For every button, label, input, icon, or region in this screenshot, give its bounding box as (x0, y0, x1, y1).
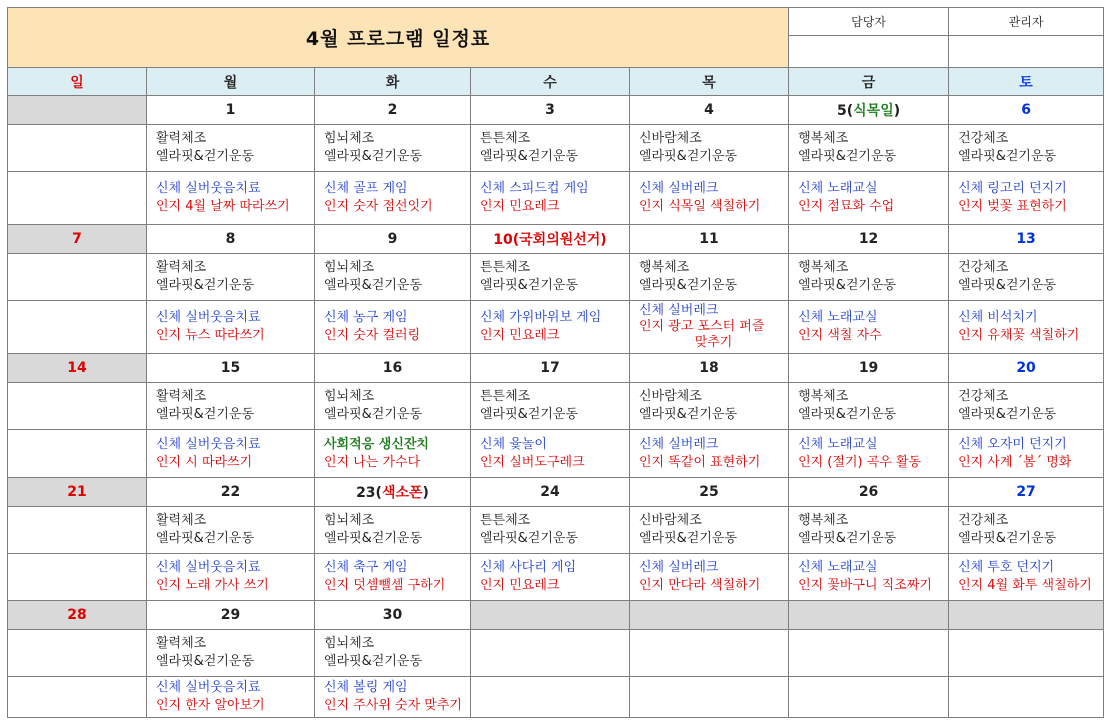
cognitive-activity: 인지 유채꽃 색칠하기 (958, 328, 1080, 343)
weekday-header: 월 (147, 68, 315, 96)
exercise-sub: 엘라핏&걷기운동 (639, 407, 738, 422)
body-activity: 신체 실버웃음치료 (156, 310, 261, 325)
weekday-header: 목 (630, 68, 789, 96)
exercise-name: 튼튼체조 (480, 513, 531, 528)
cognitive-activity: 인지 덧셈뺄셈 구하기 (324, 578, 446, 593)
program-cell (471, 677, 630, 718)
exercise-cell (8, 630, 147, 677)
exercise-name: 힘뇌체조 (324, 260, 375, 275)
program-cell (8, 172, 147, 225)
exercise-cell (8, 254, 147, 301)
exercise-row (8, 630, 1104, 677)
cognitive-activity: 인지 시 따라쓰기 (156, 454, 253, 470)
cognitive-activity: 인지 꽃바구니 직조짜기 (798, 578, 932, 593)
exercise-name: 튼튼체조 (480, 389, 531, 404)
date-cell (315, 354, 471, 383)
date-number: 20 (1016, 360, 1036, 376)
admin-sign-label: 관리자 (949, 8, 1104, 36)
date-cell (8, 225, 147, 254)
date-cell (630, 601, 789, 630)
exercise-cell (471, 125, 630, 172)
date-number: 16 (382, 360, 403, 376)
program-row (8, 172, 1104, 225)
date-cell (471, 96, 630, 125)
date-cell (949, 354, 1104, 383)
cognitive-activity: 인지 식목일 색칠하기 (639, 199, 761, 214)
date-cell (789, 225, 949, 254)
date-cell (949, 601, 1104, 630)
body-activity: 신체 노래교실 (798, 310, 878, 325)
program-row (8, 677, 1104, 718)
cognitive-activity: 인지 똑같이 표현하기 (639, 454, 761, 470)
body-activity: 신체 가위바위보 게임 (480, 310, 602, 325)
exercise-name: 활력체조 (156, 513, 207, 528)
exercise-cell (949, 630, 1104, 677)
body-activity: 신체 노래교실 (798, 436, 878, 452)
date-cell (630, 96, 789, 125)
date-cell (8, 354, 147, 383)
body-activity: 신체 실버레크 (639, 303, 719, 318)
program-cell (8, 430, 147, 478)
date-row (8, 354, 1104, 383)
exercise-sub: 엘라핏&걷기운동 (156, 407, 255, 422)
cognitive-activity: 인지 벚꽃 표현하기 (958, 199, 1067, 214)
exercise-cell (949, 125, 1104, 172)
exercise-cell (789, 630, 949, 677)
date-number: 14 (67, 360, 87, 376)
program-cell (471, 172, 630, 225)
program-cell (630, 430, 789, 478)
program-cell (471, 301, 630, 354)
date-paren: ) (422, 485, 429, 501)
exercise-sub: 엘라핏&걷기운동 (324, 149, 423, 164)
page-title: 4월 프로그램 일정표 (8, 8, 789, 68)
exercise-cell (147, 507, 315, 554)
body-activity: 신체 골프 게임 (324, 181, 408, 196)
exercise-cell (315, 254, 471, 301)
exercise-sub: 엘라핏&걷기운동 (156, 149, 255, 164)
program-cell (789, 301, 949, 354)
date-number: 25 (699, 484, 719, 500)
exercise-name: 활력체조 (156, 636, 207, 651)
date-number: 13 (1016, 231, 1036, 247)
date-number: 15 (220, 360, 241, 376)
cognitive-activity: 인지 사계 ´봄´ 명화 (958, 454, 1072, 470)
exercise-name: 활력체조 (156, 260, 207, 275)
date-cell (8, 478, 147, 507)
exercise-name: 힘뇌체조 (324, 636, 375, 651)
program-cell (949, 301, 1104, 354)
schedule-table (7, 7, 1104, 718)
body-activity: 신체 실버웃음치료 (156, 436, 261, 452)
program-cell (147, 172, 315, 225)
date-paren: ) (893, 103, 901, 119)
exercise-sub: 엘라핏&걷기운동 (639, 278, 738, 293)
exercise-sub: 엘라핏&걷기운동 (798, 149, 897, 164)
program-row (8, 301, 1104, 354)
exercise-row (8, 125, 1104, 172)
program-cell (147, 430, 315, 478)
weekday-header: 토 (949, 68, 1104, 96)
exercise-cell (8, 125, 147, 172)
cognitive-activity: 인지 4월 화투 색칠하기 (958, 578, 1092, 593)
exercise-sub: 엘라핏&걷기운동 (958, 407, 1057, 422)
program-cell (789, 430, 949, 478)
cognitive-activity: 인지 색칠 자수 (798, 328, 882, 343)
date-number: 5( (837, 103, 854, 119)
program-cell (147, 677, 315, 718)
body-activity: 신체 스피드컵 게임 (480, 181, 589, 196)
holiday-label: 색소폰 (381, 485, 423, 501)
program-cell (630, 172, 789, 225)
program-row (8, 430, 1104, 478)
date-number: 17 (540, 360, 560, 376)
date-number: 21 (67, 484, 87, 500)
body-activity: 신체 농구 게임 (324, 310, 408, 325)
exercise-name: 튼튼체조 (480, 131, 531, 146)
exercise-cell (949, 254, 1104, 301)
body-activity: 신체 실버웃음치료 (156, 560, 261, 575)
exercise-cell (949, 507, 1104, 554)
manager-sign-box (789, 36, 949, 68)
body-activity: 신체 사다리 게임 (480, 560, 577, 575)
date-number: 26 (858, 484, 879, 500)
cognitive-activity: 인지 숫자 점선잇기 (324, 199, 433, 214)
exercise-name: 행복체조 (798, 131, 849, 146)
date-cell (949, 225, 1104, 254)
weekday-header: 화 (315, 68, 471, 96)
program-cell (789, 677, 949, 718)
date-number: 3 (545, 102, 555, 118)
exercise-cell (315, 630, 471, 677)
weekday-header: 일 (8, 68, 147, 96)
body-activity: 신체 실버레크 (639, 181, 719, 196)
body-activity: 신체 축구 게임 (324, 560, 408, 575)
exercise-name: 힘뇌체조 (324, 131, 375, 146)
date-cell (8, 96, 147, 125)
program-cell (315, 301, 471, 354)
exercise-row (8, 383, 1104, 430)
program-cell (630, 677, 789, 718)
date-number: 9 (387, 231, 398, 247)
exercise-cell (8, 383, 147, 430)
cognitive-activity: 인지 노래 가사 쓰기 (156, 578, 269, 593)
exercise-cell (471, 507, 630, 554)
body-activity: 신체 비석치기 (958, 310, 1038, 325)
exercise-name: 행복체조 (798, 389, 849, 404)
date-cell (315, 478, 471, 507)
date-number: 4 (704, 102, 714, 118)
exercise-sub: 엘라핏&걷기운동 (156, 278, 255, 293)
body-activity: 신체 볼링 게임 (324, 680, 408, 695)
date-cell (471, 225, 630, 254)
program-cell (315, 677, 471, 718)
cognitive-activity: 인지 4월 날짜 따라쓰기 (156, 199, 290, 214)
exercise-sub: 엘라핏&걷기운동 (480, 278, 579, 293)
exercise-sub: 엘라핏&걷기운동 (324, 407, 423, 422)
exercise-sub: 엘라핏&걷기운동 (639, 531, 738, 546)
date-number: 24 (540, 484, 560, 500)
date-number: 2 (387, 102, 398, 118)
exercise-row (8, 254, 1104, 301)
cognitive-activity: 인지 뉴스 따라쓰기 (156, 328, 265, 343)
cognitive-activity-cont: 맞추기 (694, 335, 733, 350)
exercise-name: 건강체조 (958, 260, 1009, 275)
body-activity: 신체 노래교실 (798, 181, 878, 196)
date-number: 7 (72, 231, 82, 247)
exercise-name: 신바람체조 (639, 131, 702, 146)
program-cell (949, 430, 1104, 478)
date-number: 28 (67, 607, 87, 623)
exercise-name: 활력체조 (156, 131, 207, 146)
date-cell (8, 601, 147, 630)
body-activity: 신체 윷놀이 (480, 436, 547, 452)
manager-sign-label: 담당자 (789, 8, 949, 36)
cognitive-activity: 인지 민요레크 (480, 199, 560, 214)
holiday-label: 식목일 (853, 103, 894, 119)
exercise-name: 활력체조 (156, 389, 207, 404)
program-cell (8, 301, 147, 354)
body-activity: 신체 실버웃음치료 (156, 680, 261, 695)
cognitive-activity: 인지 실버도구레크 (480, 454, 585, 470)
exercise-name: 건강체조 (958, 131, 1009, 146)
date-number: 10(국회의원선거) (493, 232, 607, 248)
program-cell (8, 677, 147, 718)
cognitive-activity: 인지 점묘화 수업 (798, 199, 895, 214)
body-activity: 신체 오자미 던지기 (958, 436, 1067, 452)
cognitive-activity: 인지 나는 가수다 (324, 454, 421, 470)
date-cell (315, 601, 471, 630)
program-cell (630, 554, 789, 601)
date-number: 19 (858, 360, 879, 376)
exercise-sub: 엘라핏&걷기운동 (798, 407, 897, 422)
weekday-header-row (8, 68, 1104, 96)
program-cell (8, 554, 147, 601)
exercise-cell (789, 254, 949, 301)
exercise-cell (471, 254, 630, 301)
date-number: 27 (1016, 484, 1036, 500)
date-cell (471, 601, 630, 630)
cognitive-activity: 인지 광고 포스터 퍼즐 (639, 319, 765, 334)
program-cell (471, 554, 630, 601)
exercise-name: 행복체조 (798, 260, 849, 275)
exercise-name: 힘뇌체조 (324, 389, 375, 404)
date-cell (147, 478, 315, 507)
exercise-sub: 엘라핏&걷기운동 (156, 531, 255, 546)
date-row (8, 601, 1104, 630)
exercise-cell (8, 507, 147, 554)
exercise-sub: 엘라핏&걷기운동 (958, 149, 1057, 164)
program-cell (949, 677, 1104, 718)
exercise-cell (630, 507, 789, 554)
program-cell (789, 554, 949, 601)
exercise-cell (630, 254, 789, 301)
weekday-header: 수 (471, 68, 630, 96)
exercise-sub: 엘라핏&걷기운동 (958, 278, 1057, 293)
date-row (8, 96, 1104, 125)
exercise-cell (630, 383, 789, 430)
exercise-cell (147, 125, 315, 172)
date-number: 6 (1021, 102, 1031, 118)
date-cell (147, 354, 315, 383)
exercise-sub: 엘라핏&걷기운동 (480, 407, 579, 422)
cognitive-activity: 인지 주사위 숫자 맞추기 (324, 698, 462, 713)
program-cell (471, 430, 630, 478)
date-number: 8 (225, 231, 236, 247)
date-cell (789, 354, 949, 383)
date-number: 1 (225, 102, 236, 118)
date-number: 23( (356, 485, 382, 501)
date-number: 11 (699, 231, 719, 247)
date-cell (471, 478, 630, 507)
date-number: 29 (220, 607, 241, 623)
cognitive-activity: 인지 숫자 컬러링 (324, 328, 421, 343)
program-cell (315, 172, 471, 225)
date-cell (949, 478, 1104, 507)
exercise-name: 행복체조 (639, 260, 690, 275)
program-cell (630, 301, 789, 354)
exercise-sub: 엘라핏&걷기운동 (639, 149, 738, 164)
exercise-cell (949, 383, 1104, 430)
exercise-sub: 엘라핏&걷기운동 (798, 278, 897, 293)
exercise-cell (315, 125, 471, 172)
date-cell (949, 96, 1104, 125)
date-number: 18 (699, 360, 719, 376)
body-activity: 신체 실버웃음치료 (156, 181, 261, 196)
program-cell (147, 554, 315, 601)
cognitive-activity: 인지 한자 알아보기 (156, 698, 265, 713)
program-cell (789, 172, 949, 225)
exercise-sub: 엘라핏&걷기운동 (324, 278, 423, 293)
exercise-sub: 엘라핏&걷기운동 (324, 531, 423, 546)
exercise-name: 신바람체조 (639, 513, 702, 528)
date-number: 22 (220, 484, 241, 500)
date-cell (630, 478, 789, 507)
cognitive-activity: 인지 만다라 색칠하기 (639, 578, 761, 593)
weekday-header: 금 (789, 68, 949, 96)
exercise-name: 건강체조 (958, 389, 1009, 404)
exercise-row (8, 507, 1104, 554)
date-cell (630, 225, 789, 254)
body-activity: 신체 링고리 던지기 (958, 181, 1067, 196)
date-cell (471, 354, 630, 383)
cognitive-activity: 인지 민요레크 (480, 578, 560, 593)
exercise-sub: 엘라핏&걷기운동 (958, 531, 1057, 546)
exercise-cell (315, 507, 471, 554)
exercise-cell (789, 383, 949, 430)
exercise-sub: 엘라핏&걷기운동 (324, 654, 423, 669)
program-cell (949, 172, 1104, 225)
date-cell (630, 354, 789, 383)
exercise-name: 힘뇌체조 (324, 513, 375, 528)
date-cell (147, 96, 315, 125)
exercise-cell (147, 383, 315, 430)
date-row (8, 478, 1104, 507)
body-activity: 신체 실버레크 (639, 436, 719, 452)
date-cell (315, 225, 471, 254)
date-cell (789, 478, 949, 507)
exercise-cell (147, 630, 315, 677)
date-row (8, 225, 1104, 254)
body-activity: 사회적응 생신잔치 (324, 436, 429, 452)
cognitive-activity: 인지 (절기) 곡우 활동 (798, 454, 922, 470)
exercise-sub: 엘라핏&걷기운동 (156, 654, 255, 669)
exercise-cell (789, 125, 949, 172)
body-activity: 신체 투호 던지기 (958, 560, 1055, 575)
date-number: 30 (382, 607, 403, 623)
exercise-cell (315, 383, 471, 430)
cognitive-activity: 인지 민요레크 (480, 328, 560, 343)
date-number: 12 (858, 231, 879, 247)
body-activity: 신체 실버레크 (639, 560, 719, 575)
exercise-cell (789, 507, 949, 554)
exercise-sub: 엘라핏&걷기운동 (480, 149, 579, 164)
exercise-cell (471, 630, 630, 677)
date-cell (147, 225, 315, 254)
exercise-cell (630, 125, 789, 172)
admin-sign-box (949, 36, 1104, 68)
date-cell (789, 96, 949, 125)
program-cell (949, 554, 1104, 601)
exercise-sub: 엘라핏&걷기운동 (798, 531, 897, 546)
date-cell (315, 96, 471, 125)
exercise-name: 행복체조 (798, 513, 849, 528)
body-activity: 신체 노래교실 (798, 560, 878, 575)
program-row (8, 554, 1104, 601)
date-cell (789, 601, 949, 630)
exercise-sub: 엘라핏&걷기운동 (480, 531, 579, 546)
exercise-cell (630, 630, 789, 677)
date-cell (147, 601, 315, 630)
exercise-name: 신바람체조 (639, 389, 702, 404)
exercise-name: 건강체조 (958, 513, 1009, 528)
program-cell (315, 430, 471, 478)
exercise-cell (471, 383, 630, 430)
program-cell (147, 301, 315, 354)
exercise-cell (147, 254, 315, 301)
exercise-name: 튼튼체조 (480, 260, 531, 275)
program-cell (315, 554, 471, 601)
